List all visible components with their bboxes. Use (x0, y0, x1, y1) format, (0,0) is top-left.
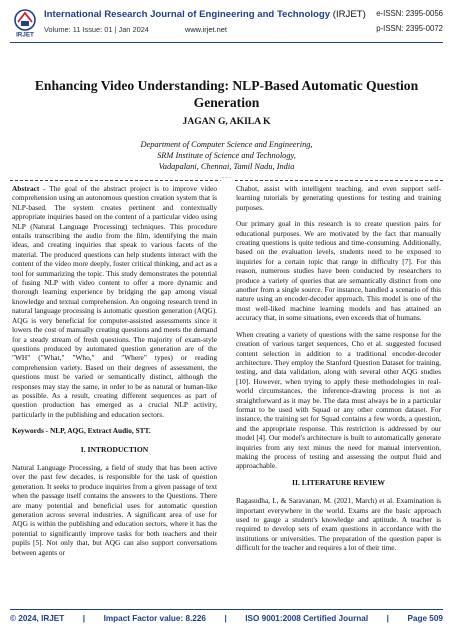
journal-header (10, 8, 443, 42)
irjet-logo (10, 8, 40, 38)
affiliation-line: Vadapalani, Chennai, Tamil Nadu, India (158, 162, 295, 171)
right-column (236, 184, 441, 560)
footer-separator: | (386, 614, 389, 623)
body-paragraph: Chabot, assist with intelligent teaching, and even support self-learning tutorials by generating questions for testing and training purposes. (236, 184, 441, 212)
section-heading-literature-review: II. LITERATURE REVIEW (292, 477, 385, 487)
p-issn: p-ISSN: 2395-0072 (376, 24, 443, 33)
footer-rule (10, 609, 443, 610)
body-paragraph: Our primary goal in this research is to create question pairs for educational purposes. We are motivated by the fact that manually creating questions is quite tedious and time-consuming. Additionally, based on the evaluation levels, students need to be exposed to inquiries for a certain topic that range in difficulty [7]. For this reason, numerous studies have been conducted by researchers to produce a variety of queries that are semantically distinct from one another from a single source. For instance, handled a scenario of this nature using an encoder-decoder approach. This model is one of the most well-liked machine learning models and has attained an accuracy that, in some situations, even exceeds that of humans. (236, 219, 441, 323)
keywords: Keywords - NLP, AQG, Extract Audio, STT. (12, 426, 151, 436)
affiliation (0, 139, 453, 172)
footer-page-number: Page 509 (407, 614, 443, 623)
body-paragraph: Ragasudha, I., & Saravanan, M. (2021, March) et al. Examination is important everywhere in the world. Exams are the basic approach used to gauge a student's knowledge and aptitude. A teacher is required to develop sets of exam questions in accordance with the institutions or universities. The preparation of the question paper is difficult for the teacher and requires a lot of their time. (236, 496, 441, 553)
left-column (12, 184, 217, 564)
footer-copyright: © 2024, IRJET (10, 614, 65, 623)
footer-impact-factor: Impact Factor value: 8.226 (103, 614, 206, 623)
body-paragraph: When creating a variety of questions with the same response for the creation of various target sequences, Cho et al. suggested focused content selection in addition to a traditional encoder-decoder architecture. They employ the Stanford Question Dataset for training, testing, and data validation, along with several other AQG studies [10]. However, when trying to apply these methodologies in real-world circumstances, the inference-drawing process is not as straightforward as it may be. The data must always be in a particular format to be used with Squad or any other common dataset. For instance, the training set for Squad contains a few words, a question, and the appropriate response. This restriction is addressed by our model [4]. Our model's architecture is built to automatically generate inquiries from any text minus the need for manual intervention, making the process of testing and assessing the output fluid and approachable. (236, 329, 441, 471)
journal-tag: (IRJET) (332, 9, 366, 20)
paper-title: Enhancing Video Understanding: NLP-Based Automatic Question Generation (34, 78, 419, 110)
page-footer (10, 614, 443, 623)
website-link[interactable]: www.irjet.net (184, 25, 227, 34)
journal-name-text: International Research Journal of Engineering and Technology (44, 9, 331, 20)
footer-separator: | (82, 614, 86, 623)
abstract-text: - The goal of the abstract project is to improve video comprehension using an autonomous question creation system that is NLP-based. The system creates pertinent and contextually appropriate inquiries based on the content of a particular video using NLP (Natural Language Processing) techniques. This procedure entails transcribing the audio from the film, identifying the main ideas, and creating inquiries that speak to various facets of the material. The produced questions can help students interact with the content of the video more deeply, foster critical thinking, and act as a tool for summarizing the topic. This study demonstrates the potential of fusing NLP with video content to offer a more dynamic and thorough learning experience by bridging the gap among visual knowledge and textual comprehension. An ongoing research trend in natural language processing is automatic question generation (AQG). AQG is very beneficial for computer-assisted assessments since it lowers the cost of manually creating questions and meets the demand for a steady stream of fresh questions. The majority of exam-style questions produced by automated question generation are of the "WH" ("What," "Who," and "Where" types) or reading comprehension variety. Based on their degrees of assessment, the questions must be varied or semantically distinct, although the responses may stay the same, in order to be as natural or human-like as possible. As a result, creating different sequences as part of question production has emerged as a crucial NLP activity, particularly in the publishing and education sectors. (12, 184, 217, 419)
section-separator (10, 177, 443, 182)
separator-stars: *** (220, 177, 233, 182)
affiliation-line: Department of Computer Science and Engineering, (140, 140, 313, 149)
footer-iso: ISO 9001:2008 Certified Journal (245, 614, 369, 623)
header-rule (10, 42, 443, 43)
abstract-label: Abstract (12, 184, 40, 193)
section-heading-introduction: I. INTRODUCTION (80, 444, 149, 454)
journal-name (44, 9, 366, 20)
intro-paragraph: Natural Language Processing, a field of study that has been active over the past few decades, is responsible for the task of question generation. It seeks to produce inquiries from a given passage of text when the passage itself contains the answers to the Questions. There are many potential and beneficial uses for automatic question generation across several industries. A significant area of use for AQG is within the publishing and education sectors, where it has the potential to significantly improve tasks for both teachers and their pupils [5]. Not only that, but AQG can also support conversations between agents or (12, 462, 217, 557)
volume-line (44, 25, 227, 34)
logo-text: IRJET (16, 31, 34, 38)
affiliation-line: SRM Institute of Science and Technology, (157, 151, 296, 160)
abstract (12, 184, 217, 419)
volume-issue: Volume: 11 Issue: 01 | Jan 2024 (44, 25, 149, 34)
footer-separator: | (224, 614, 227, 623)
paper-authors: JAGAN G, AKILA K (182, 116, 271, 127)
e-issn: e-ISSN: 2395-0056 (376, 9, 443, 18)
